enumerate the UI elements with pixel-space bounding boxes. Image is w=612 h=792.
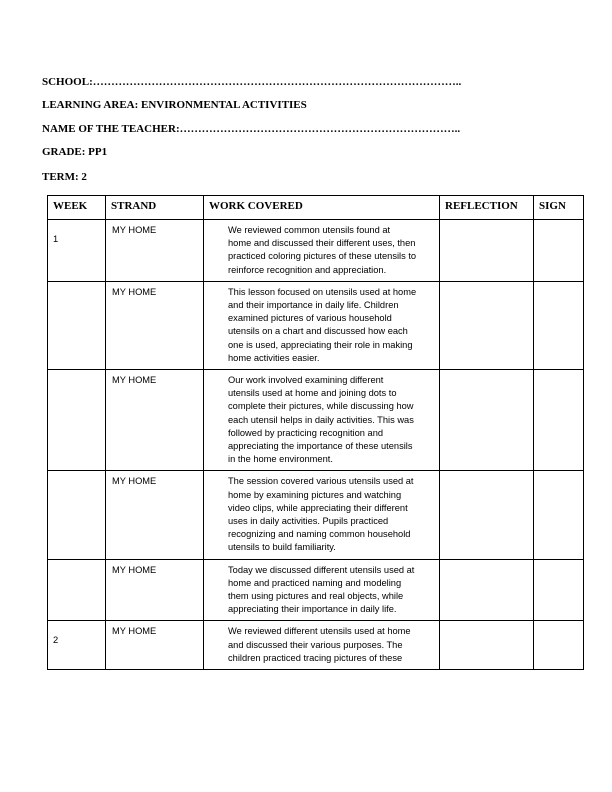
- work-line: home and practiced naming and modeling: [228, 577, 402, 588]
- work-covered-cell: [204, 281, 440, 369]
- reflection-cell[interactable]: [440, 621, 534, 670]
- work-line: in the home environment.: [228, 454, 333, 465]
- work-line: them using pictures and real objects, while: [228, 591, 404, 602]
- col-sign: SIGN: [534, 196, 584, 220]
- page-bottom-margin: [0, 699, 612, 792]
- work-line: uses in daily activities. Pupils practiced: [228, 516, 389, 527]
- work-covered-cell: [204, 370, 440, 471]
- work-line: Our work involved examining different: [228, 375, 384, 386]
- work-line: each utensil helps in daily activities. This was: [228, 414, 414, 425]
- work-line: We reviewed different utensils used at home: [228, 626, 411, 637]
- work-line: appreciating the importance of these utensils: [228, 441, 413, 452]
- school-field: SCHOOL:………………………………………………………………………………………..: [42, 76, 462, 88]
- work-line: This lesson focused on utensils used at home: [228, 286, 417, 297]
- work-line: appreciating their importance in daily life.: [228, 604, 397, 615]
- col-week: WEEK: [48, 196, 106, 220]
- col-strand: STRAND: [106, 196, 204, 220]
- sign-cell[interactable]: [534, 220, 584, 282]
- work-covered-table: [47, 195, 584, 670]
- work-line: video clips, while appreciating their different: [228, 502, 408, 513]
- sign-cell[interactable]: [534, 621, 584, 670]
- work-line: and discussed their various purposes. The: [228, 639, 403, 650]
- work-line: home by examining pictures and watching: [228, 489, 402, 500]
- work-line: children practiced tracing pictures of these: [228, 652, 403, 663]
- work-line: home and discussed their different uses, then: [228, 238, 416, 249]
- strand-cell: MY HOME: [106, 220, 204, 282]
- reflection-cell[interactable]: [440, 370, 534, 471]
- strand-cell: MY HOME: [106, 370, 204, 471]
- strand-cell: MY HOME: [106, 559, 204, 621]
- work-covered-cell: [204, 220, 440, 282]
- work-line: We reviewed common utensils found at: [228, 225, 391, 235]
- work-line: Today we discussed different utensils used at: [228, 564, 415, 575]
- work-line: The session covered various utensils used at: [228, 476, 414, 487]
- work-line: complete their pictures, while discussing how: [228, 401, 414, 412]
- term: TERM: 2: [42, 171, 87, 183]
- week-cell: 2: [48, 621, 106, 670]
- work-line: one is used, appreciating their role in making: [228, 339, 413, 350]
- reflection-cell[interactable]: [440, 471, 534, 559]
- table-row: [48, 559, 584, 621]
- work-line: and their importance in daily life. Children: [228, 300, 399, 311]
- week-cell: [48, 281, 106, 369]
- table-header-row: [48, 196, 584, 220]
- work-covered-cell: [204, 621, 440, 670]
- week-cell: [48, 559, 106, 621]
- table-row: [48, 621, 584, 670]
- table-row: [48, 220, 584, 282]
- week-cell: [48, 471, 106, 559]
- reflection-cell[interactable]: [440, 281, 534, 369]
- strand-cell: MY HOME: [106, 621, 204, 670]
- sign-cell[interactable]: [534, 281, 584, 369]
- work-line: examined pictures of various household: [228, 313, 392, 324]
- table-row: [48, 281, 584, 369]
- grade: GRADE: PP1: [42, 146, 108, 158]
- reflection-cell[interactable]: [440, 559, 534, 621]
- work-line: practiced coloring pictures of these utensils to: [228, 251, 417, 262]
- week-cell: [48, 370, 106, 471]
- work-line: recognizing and naming common household: [228, 529, 411, 540]
- week-cell: 1: [48, 220, 106, 282]
- work-covered-cell: [204, 559, 440, 621]
- sign-cell[interactable]: [534, 471, 584, 559]
- learning-area: LEARNING AREA: ENVIRONMENTAL ACTIVITIES: [42, 99, 307, 111]
- work-covered-cell: [204, 471, 440, 559]
- strand-cell: MY HOME: [106, 281, 204, 369]
- sign-cell[interactable]: [534, 370, 584, 471]
- col-reflection: REFLECTION: [440, 196, 534, 220]
- work-line: utensils used at home and joining dots to: [228, 388, 397, 399]
- work-line: home activities easier.: [228, 352, 320, 363]
- work-line: reinforce recognition and appreciation.: [228, 264, 387, 275]
- reflection-cell[interactable]: [440, 220, 534, 282]
- table-row: [48, 370, 584, 471]
- table-row: [48, 471, 584, 559]
- work-line: utensils on a chart and discussed how each: [228, 326, 408, 337]
- teacher-name-field: NAME OF THE TEACHER:…………………………………………………………………..: [42, 123, 461, 135]
- work-line: utensils to build familiarity.: [228, 542, 336, 553]
- work-line: followed by practicing recognition and: [228, 427, 384, 438]
- strand-cell: MY HOME: [106, 471, 204, 559]
- col-work-covered: WORK COVERED: [204, 196, 440, 220]
- sign-cell[interactable]: [534, 559, 584, 621]
